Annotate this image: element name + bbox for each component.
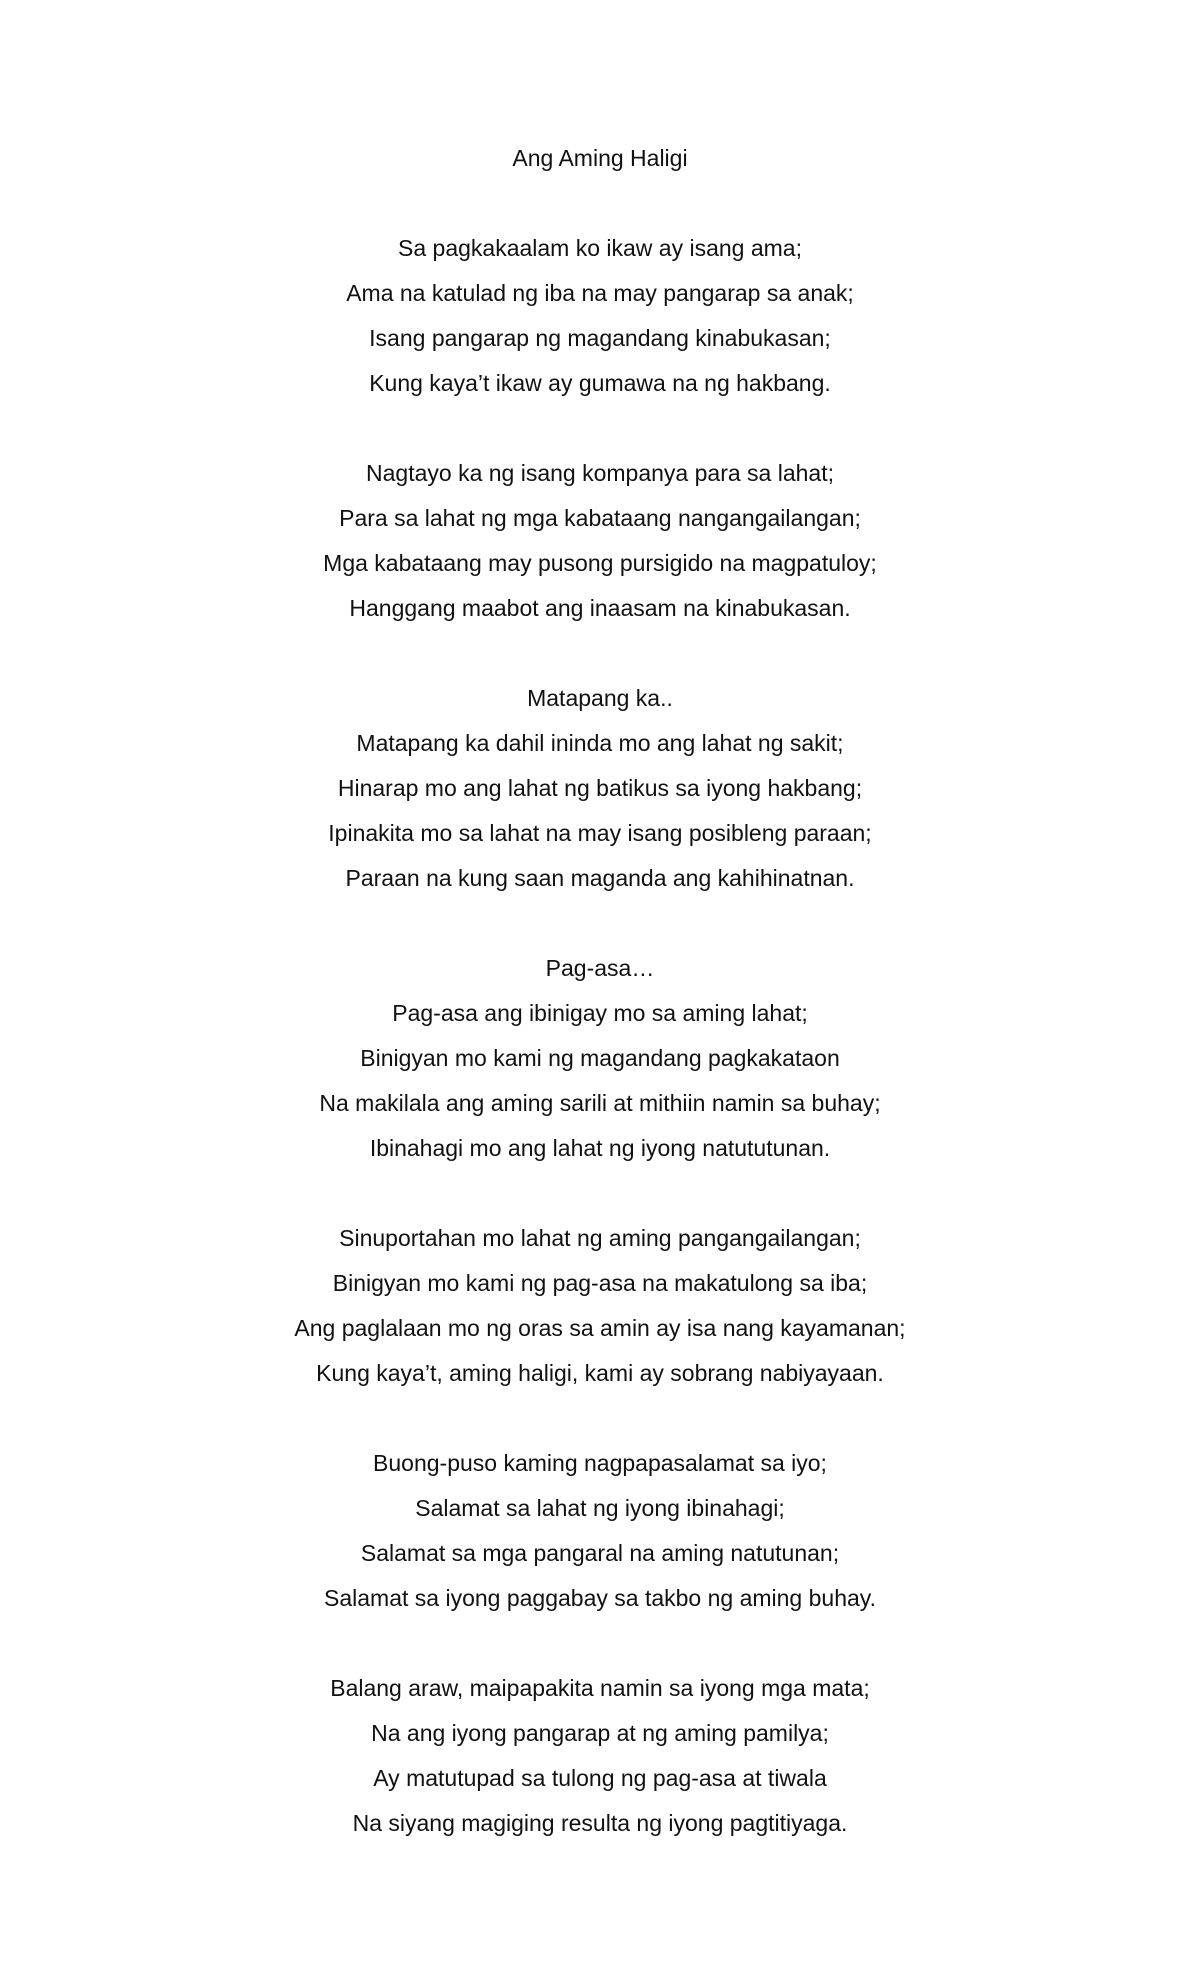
poem-line: Binigyan mo kami ng magandang pagkakataon	[360, 1045, 840, 1071]
stanza-7	[0, 1666, 1200, 1846]
poem-line: Salamat sa lahat ng iyong ibinahagi;	[415, 1495, 785, 1521]
poem	[0, 136, 1200, 1846]
poem-line: Paraan na kung saan maganda ang kahihinatnan.	[345, 865, 855, 891]
poem-line: Pag-asa…	[545, 955, 655, 981]
poem-line: Nagtayo ka ng isang kompanya para sa lahat;	[366, 460, 834, 486]
stanza-2	[0, 451, 1200, 631]
stanza-5	[0, 1216, 1200, 1396]
poem-line: Ibinahagi mo ang lahat ng iyong natututunan.	[369, 1135, 831, 1161]
poem-line: Kung kaya’t ikaw ay gumawa na ng hakbang.	[369, 370, 831, 396]
stanza-6	[0, 1441, 1200, 1621]
poem-line: Para sa lahat ng mga kabataang nangangailangan;	[339, 505, 861, 531]
poem-line: Hanggang maabot ang inaasam na kinabukasan.	[349, 595, 851, 621]
stanza-3	[0, 676, 1200, 901]
poem-line: Binigyan mo kami ng pag-asa na makatulong sa iba;	[332, 1270, 868, 1296]
poem-line: Salamat sa mga pangaral na aming natutunan;	[360, 1540, 840, 1566]
poem-line: Ama na katulad ng iba na may pangarap sa anak;	[346, 280, 854, 306]
poem-line: Salamat sa iyong paggabay sa takbo ng aming buhay.	[324, 1585, 876, 1611]
poem-line: Ipinakita mo sa lahat na may isang posibleng paraan;	[328, 820, 872, 846]
poem-line: Sa pagkakaalam ko ikaw ay isang ama;	[398, 235, 802, 261]
poem-line: Ay matutupad sa tulong ng pag-asa at tiwala	[373, 1765, 827, 1791]
poem-line: Na siyang magiging resulta ng iyong pagtitiyaga.	[352, 1810, 848, 1836]
poem-line: Matapang ka dahil ininda mo ang lahat ng sakit;	[356, 730, 844, 756]
poem-line: Buong-puso kaming nagpapasalamat sa iyo;	[373, 1450, 827, 1476]
poem-line: Matapang ka..	[527, 685, 673, 711]
poem-line: Isang pangarap ng magandang kinabukasan;	[369, 325, 831, 351]
stanza-1	[0, 226, 1200, 406]
title-spacer	[0, 181, 1200, 226]
poem-line: Ang paglalaan mo ng oras sa amin ay isa nang kayamanan;	[294, 1315, 906, 1341]
poem-line: Kung kaya’t, aming haligi, kami ay sobrang nabiyayaan.	[316, 1360, 884, 1386]
poem-line: Mga kabataang may pusong pursigido na magpatuloy;	[323, 550, 877, 576]
stanza-4	[0, 946, 1200, 1171]
poem-line: Hinarap mo ang lahat ng batikus sa iyong hakbang;	[337, 775, 863, 801]
poem-title: Ang Aming Haligi	[512, 145, 688, 171]
poem-line: Sinuportahan mo lahat ng aming pangangailangan;	[339, 1225, 861, 1251]
poem-line: Pag-asa ang ibinigay mo sa aming lahat;	[392, 1000, 808, 1026]
poem-line: Na makilala ang aming sarili at mithiin namin sa buhay;	[319, 1090, 881, 1116]
poem-line: Na ang iyong pangarap at ng aming pamilya;	[371, 1720, 829, 1746]
poem-line: Balang araw, maipapakita namin sa iyong mga mata;	[330, 1675, 870, 1701]
